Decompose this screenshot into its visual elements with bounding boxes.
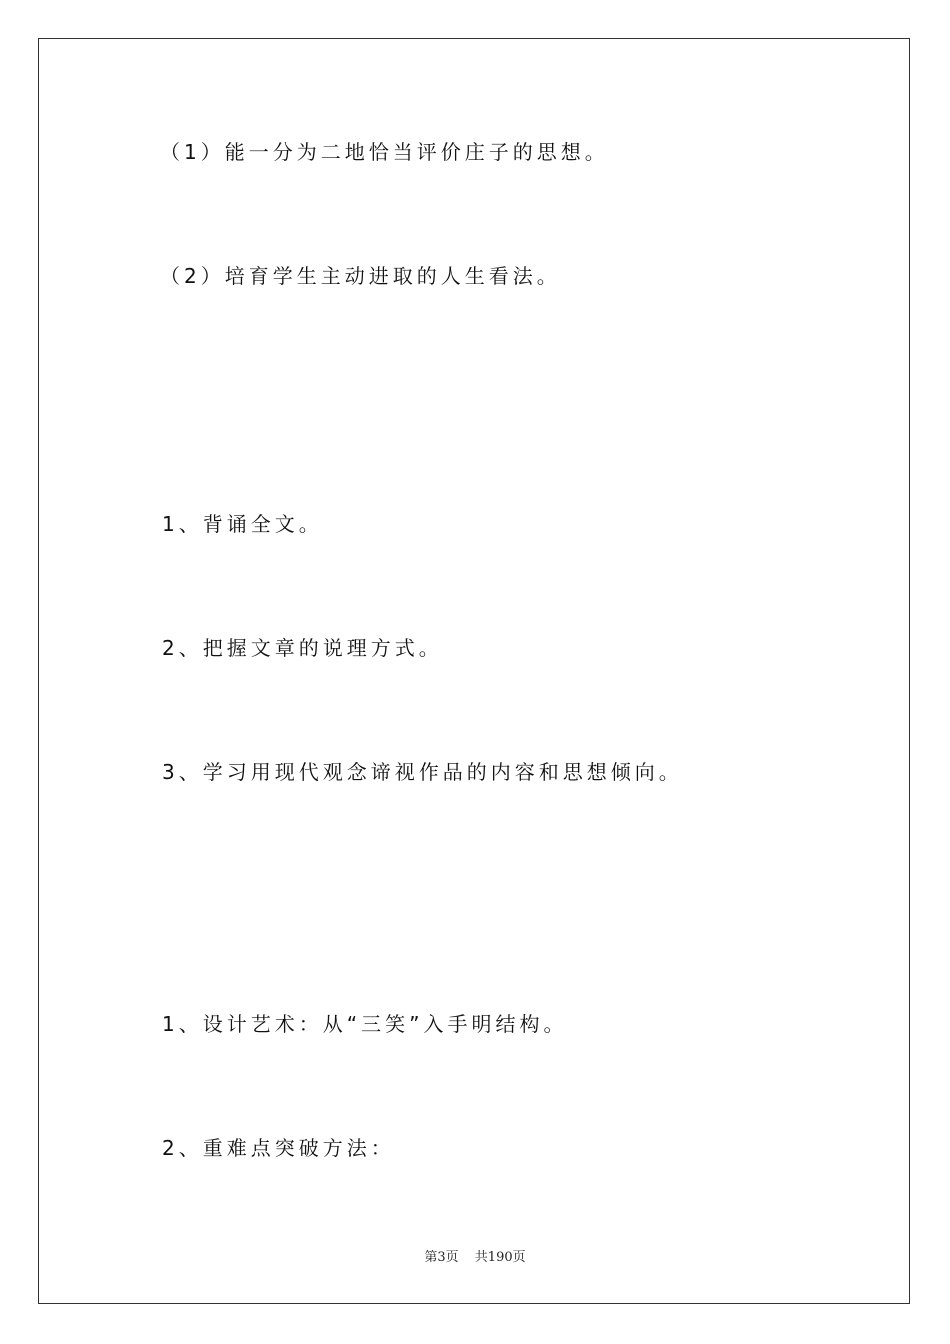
total-pages: 共190页: [474, 1250, 526, 1265]
paragraph-objective-1: （1）能一分为二地恰当评价庄子的思想。: [160, 140, 609, 164]
page-frame: [38, 38, 910, 1304]
paragraph-objective-2: （2）培育学生主动进取的人生看法。: [160, 264, 561, 288]
page-footer: [0, 1246, 950, 1265]
paragraph-key-point-2: 2、把握文章的说理方式。: [162, 636, 443, 660]
paragraph-design-2: 2、重难点突破方法：: [162, 1136, 395, 1160]
paragraph-key-point-1: 1、背诵全文。: [162, 512, 323, 536]
paragraph-design-1: 1、设计艺术：从“三笑”入手明结构。: [162, 1012, 568, 1036]
paragraph-key-point-3: 3、学习用现代观念谛视作品的内容和思想倾向。: [162, 760, 683, 784]
page-number: 第3页: [424, 1250, 459, 1265]
